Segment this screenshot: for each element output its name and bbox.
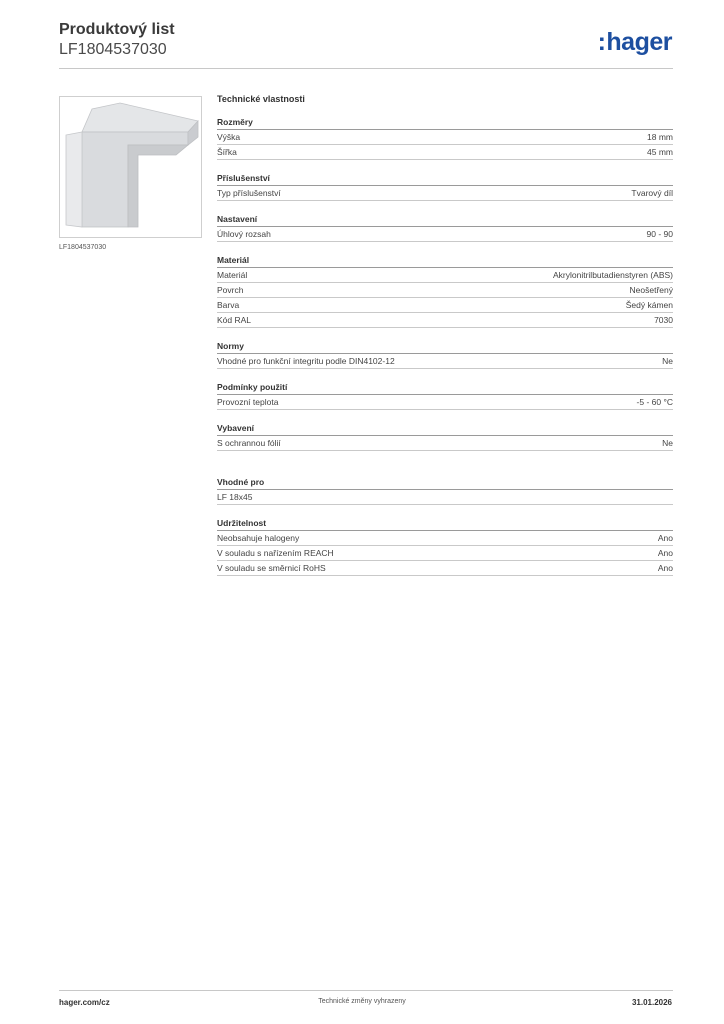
footer-date: 31.01.2026 — [631, 998, 672, 1007]
spec-label: LF 18x45 — [217, 492, 253, 502]
spec-value: -5 - 60 °C — [636, 397, 673, 407]
section-heading: Materiál — [217, 254, 673, 268]
section-heading: Udržitelnost — [217, 517, 673, 531]
section-heading: Nastavení — [217, 213, 673, 227]
spec-label: Provozní teplota — [217, 397, 279, 407]
spec-label: V souladu s nařízením REACH — [217, 548, 334, 558]
spec-row — [217, 283, 673, 298]
spec-row — [217, 561, 673, 576]
section-dimensions — [217, 116, 673, 160]
spec-row — [217, 186, 673, 201]
spec-row — [217, 490, 673, 505]
image-caption: LF1804537030 — [59, 244, 107, 251]
spec-row — [217, 546, 673, 561]
spec-label: Neobsahuje halogeny — [217, 533, 300, 543]
section-heading: Normy — [217, 340, 673, 354]
website-link[interactable]: hager.com/cz — [59, 998, 110, 1007]
spec-row — [217, 313, 673, 328]
section-standards — [217, 340, 673, 369]
spec-row — [217, 395, 673, 410]
spec-value: Ne — [662, 356, 673, 366]
product-code: LF1804537030 — [59, 41, 167, 58]
angle-fitting-illustration — [60, 97, 201, 237]
spec-label: Vhodné pro funkční integritu podle DIN4102-12 — [217, 356, 395, 366]
spec-row — [217, 227, 673, 242]
spec-label: Úhlový rozsah — [217, 229, 271, 239]
spec-value: 90 - 90 — [646, 229, 673, 239]
spec-value: Ano — [657, 533, 673, 543]
spec-row — [217, 436, 673, 451]
spec-label: Materiál — [217, 270, 248, 280]
section-suitable-for — [217, 476, 673, 505]
page-title: Produktový list — [59, 21, 175, 38]
section-accessory — [217, 172, 673, 201]
spec-row — [217, 531, 673, 546]
spec-value: Šedý kámen — [625, 300, 673, 310]
specs-title: Technické vlastnosti — [217, 94, 305, 104]
spec-value: Tvarový díl — [631, 188, 673, 198]
spec-row — [217, 354, 673, 369]
document-header — [59, 20, 175, 60]
section-heading: Vhodné pro — [217, 476, 673, 490]
product-image — [59, 96, 202, 238]
spec-label: Barva — [217, 300, 240, 310]
hager-logo: :hager — [597, 28, 672, 56]
spec-value: Ano — [657, 548, 673, 558]
spec-value: Ano — [657, 563, 673, 573]
section-sustainability — [217, 517, 673, 576]
section-conditions — [217, 381, 673, 410]
section-equipment — [217, 422, 673, 451]
section-heading: Rozměry — [217, 116, 673, 130]
spec-value: 7030 — [654, 315, 673, 325]
spec-row — [217, 268, 673, 283]
spec-label: Typ příslušenství — [217, 188, 281, 198]
section-heading: Vybavení — [217, 422, 673, 436]
spec-label: S ochrannou fólií — [217, 438, 281, 448]
logo-text: hager — [606, 28, 672, 56]
spec-row — [217, 130, 673, 145]
spec-label: Výška — [217, 132, 241, 142]
section-material — [217, 254, 673, 328]
spec-label: Šířka — [217, 147, 237, 157]
spec-label: V souladu se směrnicí RoHS — [217, 563, 326, 573]
spec-value: Akrylonitrilbutadienstyren (ABS) — [553, 270, 673, 280]
spec-value: Ne — [662, 438, 673, 448]
spec-label: Kód RAL — [217, 315, 252, 325]
spec-value: 18 mm — [647, 132, 673, 142]
footer-notice: Technické změny vyhrazeny — [318, 998, 406, 1005]
header-divider — [59, 68, 673, 69]
section-settings — [217, 213, 673, 242]
section-heading: Podmínky použití — [217, 381, 673, 395]
spec-value: 45 mm — [647, 147, 673, 157]
spec-label: Povrch — [217, 285, 244, 295]
spec-value: Neošetřený — [629, 285, 673, 295]
footer-divider — [59, 990, 673, 991]
technical-specs — [217, 92, 673, 588]
section-heading: Příslušenství — [217, 172, 673, 186]
spec-row — [217, 298, 673, 313]
spec-row — [217, 145, 673, 160]
